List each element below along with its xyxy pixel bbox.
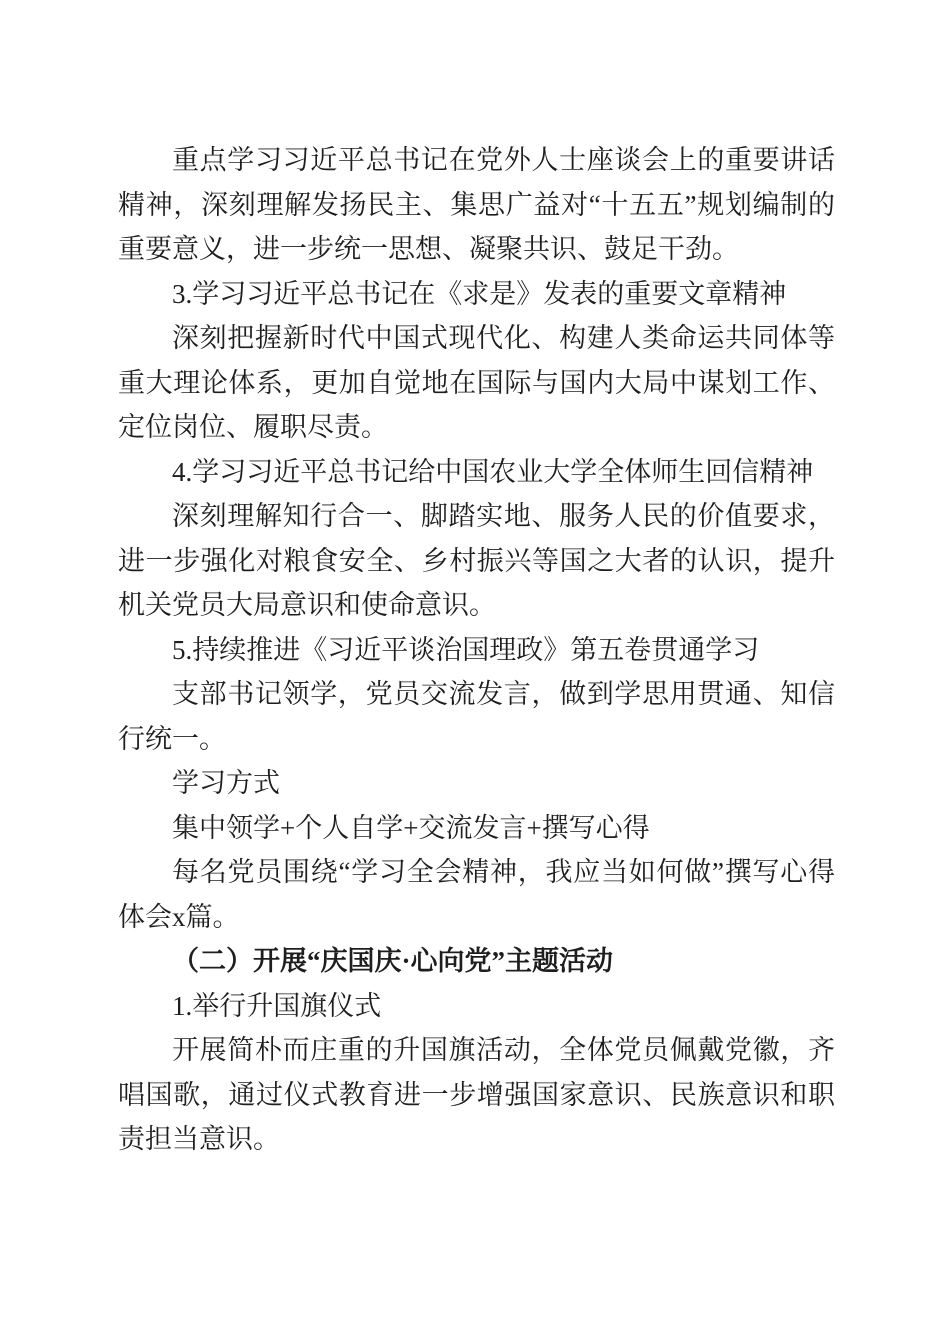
- paragraph-item-3-heading: 3.学习习近平总书记在《求是》发表的重要文章精神: [172, 278, 787, 309]
- paragraph-study-method-label: 学习方式: [172, 768, 280, 798]
- paragraph-item-5-body: 支部书记领学，党员交流发言，做到学思用贯通、知信行统一。: [118, 679, 835, 754]
- paragraph-item-4-body: 深刻理解知行合一、脚踏实地、服务人民的价值要求，进一步强化对粮食安全、乡村振兴等国之大者的认识，提升机关党员大局意识和使命意识。: [118, 501, 835, 620]
- section-heading-national-day-activity: （二）开展“庆国庆·心向党”主题活动: [172, 946, 614, 976]
- paragraph-item-5-heading: 5.持续推进《习近平谈治国理政》第五卷贯通学习: [172, 634, 760, 665]
- paragraph-study-method-detail: 集中领学+个人自学+交流发言+撰写心得: [172, 812, 650, 843]
- paragraph-item-4-heading: 4.学习习近平总书记给中国农业大学全体师生回信精神: [172, 456, 814, 487]
- paragraph-flag-raising-body: 开展简朴而庄重的升国旗活动，全体党员佩戴党徽，齐唱国歌，通过仪式教育进一步增强国家意识、民族意识和职责担当意识。: [118, 1035, 835, 1154]
- paragraph-essay-requirement: 每名党员围绕“学习全会精神，我应当如何做”撰写心得体会x篇。: [118, 857, 835, 932]
- paragraph-item-3-body: 深刻把握新时代中国式现代化、构建人类命运共同体等重大理论体系，更加自觉地在国际与国内大局中谋划工作、定位岗位、履职尽责。: [118, 323, 835, 442]
- paragraph-flag-raising-heading: 1.举行升国旗仪式: [172, 990, 382, 1021]
- paragraph-study-speech-united-front: 重点学习习近平总书记在党外人士座谈会上的重要讲话精神，深刻理解发扬民主、集思广益对“十五五”规划编制的重要意义，进一步统一思想、凝聚共识、鼓足干劲。: [118, 145, 835, 264]
